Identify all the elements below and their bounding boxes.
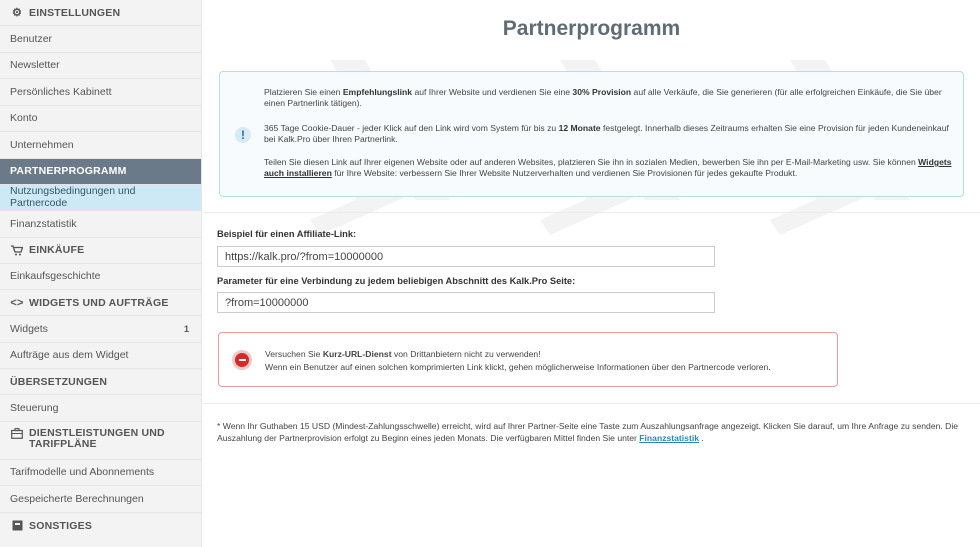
sidebar-section-uebersetzungen[interactable] <box>0 369 201 395</box>
item-label: Tarifmodelle und Abonnements <box>10 466 155 479</box>
gear-icon: ⚙ <box>11 7 23 19</box>
sidebar-item-kabinett[interactable] <box>0 79 201 106</box>
divider <box>203 212 980 213</box>
info-paragraph-1 <box>264 87 954 108</box>
box-icon <box>10 520 24 531</box>
warning-line-2: Wenn ein Benutzer auf einen solchen komprimierten Link klickt, gehen möglicherweise Informationen über den Partnercode verloren. <box>265 362 771 372</box>
sidebar-item-widgets[interactable] <box>0 316 201 343</box>
section-label: ÜBERSETZUNGEN <box>10 375 108 388</box>
text: auf Ihrer Website und verdienen Sie eine <box>412 87 573 97</box>
item-label: Steuerung <box>10 401 59 414</box>
emphasis: 30% Provision <box>572 87 632 97</box>
install-widgets-link[interactable]: Widgets auch installieren <box>264 157 952 178</box>
finanzstatistik-link[interactable]: Finanzstatistik <box>639 433 699 443</box>
sidebar-item-nutzungsbedingungen[interactable] <box>0 185 201 212</box>
sidebar-section-widgets[interactable] <box>0 290 201 316</box>
sidebar-item-finanzstatistik[interactable] <box>0 211 201 238</box>
exclamation-icon: ! <box>235 127 251 143</box>
sidebar-item-auftraege[interactable] <box>0 343 201 370</box>
sidebar-item-benutzer[interactable] <box>0 26 201 53</box>
text: von Drittanbietern nicht zu verwenden! <box>391 349 541 359</box>
text: 365 Tage Cookie-Dauer - jeder Klick auf den Link wird vom System für bis zu <box>264 123 559 133</box>
sidebar-item-berechnungen[interactable] <box>0 486 201 513</box>
text: festgelegt. Innerhalb dieses Zeitraums erhalten Sie eine Provision für jeden Kundeneinkauf bei Kalk.Pro über Ihren Partnerlink. <box>264 123 949 144</box>
item-label: Finanzstatistik <box>10 217 77 230</box>
main-content <box>203 0 980 547</box>
text: Teilen Sie diesen Link auf Ihrer eigenen Website oder auf anderen Websites, platzieren Sie ihn in sozialen Medien, bewerben Sie ihn per E-Mail-Marketing usw. Sie können <box>264 157 919 167</box>
sidebar-item-konto[interactable] <box>0 106 201 133</box>
stop-icon-inner <box>235 353 249 367</box>
text: auf alle Verkäufe, die Sie generieren (für alle erfolgreichen Einkäufe, die Sie über einen Partnerlink tätigen). <box>264 87 942 108</box>
payout-note <box>217 420 967 444</box>
text: Platzieren Sie einen <box>264 87 343 97</box>
sidebar-section-sonstiges[interactable] <box>0 513 201 539</box>
divider <box>203 403 980 404</box>
parameter-input[interactable] <box>217 292 715 313</box>
emphasis: 12 Monate <box>558 123 601 133</box>
affiliate-link-input[interactable] <box>217 246 715 267</box>
item-label: Aufträge aus dem Widget <box>10 349 129 362</box>
item-label: Unternehmen <box>10 138 74 151</box>
section-label <box>29 428 165 450</box>
text: . <box>699 433 704 443</box>
item-label: Newsletter <box>10 59 60 72</box>
count-badge: 1 <box>183 323 189 334</box>
sidebar-item-einkaufsgeschichte[interactable] <box>0 264 201 291</box>
item-label: Benutzer <box>10 32 53 45</box>
text: Versuchen Sie <box>265 349 323 359</box>
section-label: SONSTIGES <box>29 519 93 532</box>
item-label: Einkaufsgeschichte <box>10 270 101 283</box>
item-label: Widgets <box>10 322 48 335</box>
item-label: Gespeicherte Berechnungen <box>10 492 144 505</box>
sidebar-item-steuerung[interactable] <box>0 395 201 422</box>
cart-icon <box>10 245 24 256</box>
code-icon: <> <box>10 296 24 309</box>
text: für Ihre Website: verbessern Sie Ihrer Website Nutzerverhalten und verdienen Sie Provisionen für jedes gekaufte Produkt. <box>331 167 798 178</box>
parameter-label: Parameter für eine Verbindung zu jedem beliebigen Abschnitt des Kalk.Pro Seite: <box>217 276 576 286</box>
sidebar <box>0 0 202 547</box>
briefcase-icon <box>10 428 24 439</box>
info-paragraph-2 <box>264 123 954 144</box>
affiliate-link-label: Beispiel für einen Affiliate-Link: <box>217 229 357 239</box>
page-title: Partnerprogramm <box>502 17 681 40</box>
warning-line-1 <box>265 349 541 359</box>
sidebar-section-dienstleistungen[interactable] <box>0 422 201 460</box>
emphasis: Empfehlungslink <box>342 87 413 97</box>
info-paragraph-3 <box>264 157 954 178</box>
item-label: Nutzungsbedingungen und Partnercode <box>10 185 136 210</box>
item-label: Persönliches Kabinett <box>10 85 112 98</box>
section-label-line1: DIENSTLEISTUNGEN UND <box>29 426 165 439</box>
emphasis: Kurz-URL-Dienst <box>322 349 392 359</box>
sidebar-section-einkaeufe[interactable] <box>0 238 201 264</box>
stop-icon-bar <box>239 359 246 361</box>
sidebar-item-unternehmen[interactable] <box>0 132 201 159</box>
section-label-line2: TARIFPLÄNE <box>29 437 97 450</box>
sidebar-section-partnerprogramm[interactable] <box>0 159 201 185</box>
sidebar-item-tarifmodelle[interactable] <box>0 460 201 487</box>
warning-box <box>218 332 838 387</box>
sidebar-section-einstellungen[interactable] <box>0 0 201 26</box>
item-label: Konto <box>10 112 38 125</box>
section-label: EINSTELLUNGEN <box>29 6 121 19</box>
section-label: WIDGETS UND AUFTRÄGE <box>29 296 169 309</box>
stop-icon <box>232 350 252 370</box>
text: * Wenn Ihr Guthaben 15 USD (Mindest-Zahlungsschwelle) erreicht, wird auf Ihrer Partner-Seite eine Taste zum Auszahlungsanfrage angezeigt. Klicken Sie darauf, um Ihre Anfrage zu senden. Die Auszahlung der Partnerprovision erfolgt zu Beginn eines jeden Monats. Die verfügbaren Mittel finden Sie unter <box>217 421 959 443</box>
section-label: EINKÄUFE <box>29 244 85 256</box>
info-box <box>219 71 964 197</box>
section-label: PARTNERPROGRAMM <box>10 165 127 177</box>
sidebar-item-newsletter[interactable] <box>0 53 201 80</box>
